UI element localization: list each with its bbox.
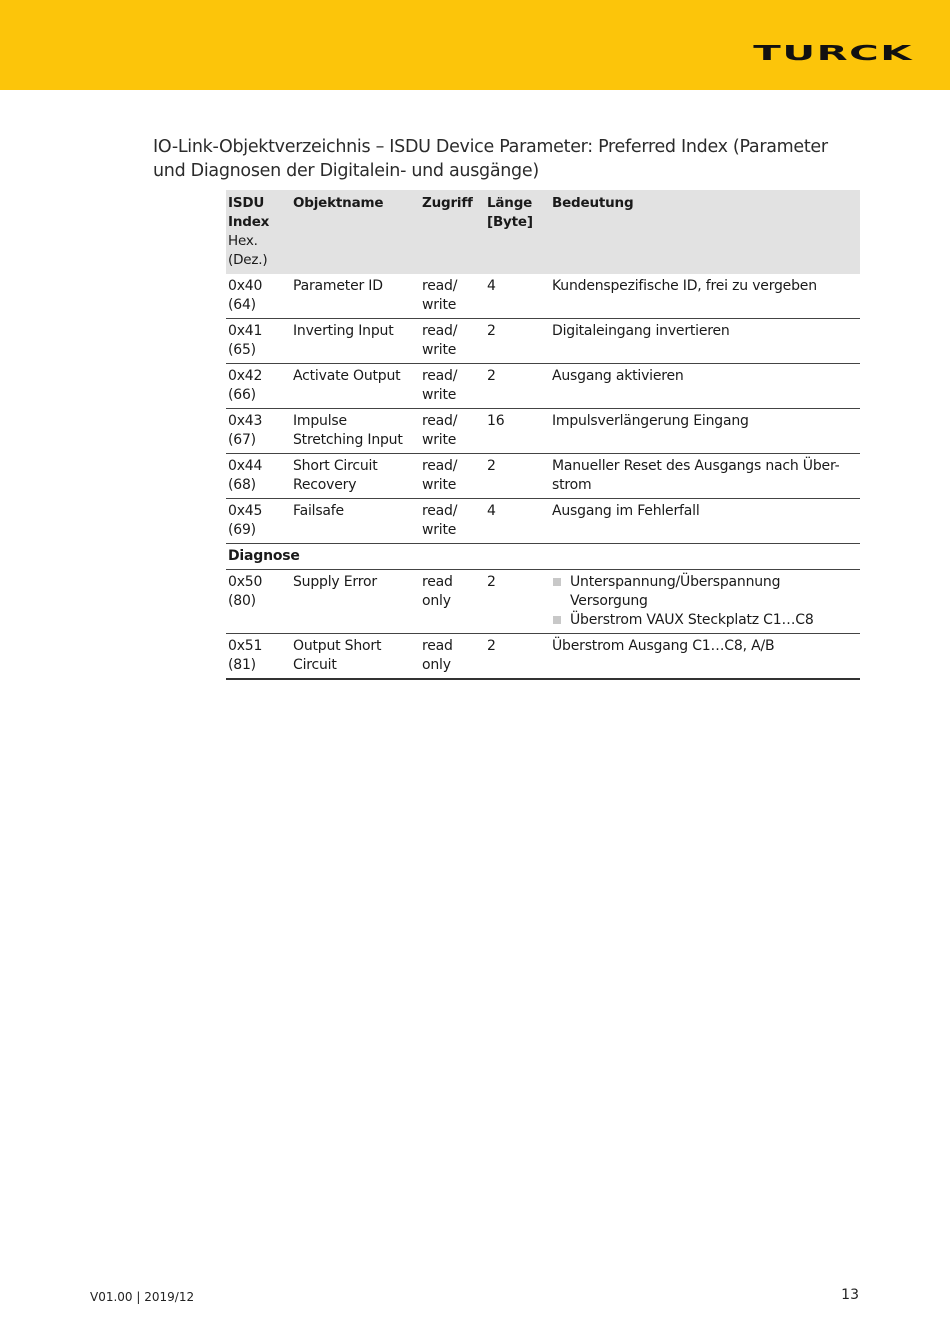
- object-name-cell: Impulse Stretching Input: [291, 409, 420, 454]
- index-dec: (68): [228, 477, 256, 493]
- access-line-1: read/: [422, 368, 458, 384]
- header-bar: [0, 0, 950, 90]
- index-cell: [226, 409, 291, 454]
- object-name-cell: Inverting Input: [291, 319, 420, 364]
- header-access: Zugriff: [420, 190, 485, 274]
- index-cell: [226, 499, 291, 544]
- meaning-cell: Überstrom Ausgang C1…C8, A/B: [550, 634, 860, 680]
- table-row: [226, 364, 860, 409]
- access-line-1: read/: [422, 323, 458, 339]
- access-cell: [420, 454, 485, 499]
- index-hex: 0x51: [228, 638, 263, 654]
- access-line-1: read: [422, 574, 453, 590]
- meaning-cell: Impulsverlängerung Eingang: [550, 409, 860, 454]
- header-meaning: Bedeutung: [550, 190, 860, 274]
- header-byte-label: [Byte]: [487, 214, 533, 230]
- index-dec: (81): [228, 657, 256, 673]
- object-name-cell: Output Short Circuit: [291, 634, 420, 680]
- index-hex: 0x44: [228, 458, 263, 474]
- header-isdu-index: [226, 190, 291, 274]
- index-hex: 0x43: [228, 413, 263, 429]
- header-hex-label: Hex.: [228, 233, 258, 249]
- page-number: 13: [841, 1287, 859, 1303]
- access-line-2: write: [422, 432, 457, 448]
- index-cell: [226, 274, 291, 319]
- access-cell: [420, 319, 485, 364]
- turck-logo: TURCK: [753, 42, 913, 66]
- index-cell: [226, 570, 291, 634]
- bullet-text: Überstrom VAUX Steckplatz C1…C8: [570, 612, 814, 628]
- length-cell: 4: [485, 499, 550, 544]
- bullet-item: [552, 611, 857, 630]
- index-dec: (67): [228, 432, 256, 448]
- object-name-cell: Supply Error: [291, 570, 420, 634]
- length-cell: 4: [485, 274, 550, 319]
- object-name-cell: Activate Output: [291, 364, 420, 409]
- index-dec: (65): [228, 342, 256, 358]
- index-hex: 0x50: [228, 574, 263, 590]
- meaning-cell: [550, 570, 860, 634]
- isdu-parameter-table: [226, 190, 860, 680]
- header-length: [485, 190, 550, 274]
- table-row: [226, 634, 860, 680]
- table-row: [226, 409, 860, 454]
- section-title: IO-Link-Objektverzeichnis – ISDU Device Parameter: Preferred Index (Parameter und Diagnosen der Digitalein- und ausgänge): [153, 137, 828, 181]
- access-line-2: write: [422, 387, 457, 403]
- index-hex: 0x42: [228, 368, 263, 384]
- index-cell: [226, 634, 291, 680]
- bullet-text: Unterspannung/Überspannung Versorgung: [570, 574, 781, 609]
- header-dec-label: (Dez.): [228, 252, 268, 268]
- header-length-label: Länge: [487, 195, 533, 211]
- index-dec: (66): [228, 387, 256, 403]
- access-line-1: read: [422, 638, 453, 654]
- table-header-row: [226, 190, 860, 274]
- access-line-2: write: [422, 342, 457, 358]
- header-isdu-label: ISDU: [228, 195, 265, 211]
- length-cell: 2: [485, 319, 550, 364]
- access-cell: [420, 364, 485, 409]
- access-line-2: only: [422, 657, 451, 673]
- table-row: [226, 319, 860, 364]
- table-row: [226, 454, 860, 499]
- section-label-diagnose: Diagnose: [226, 544, 860, 570]
- access-line-2: write: [422, 477, 457, 493]
- object-name-cell: Failsafe: [291, 499, 420, 544]
- length-cell: 2: [485, 454, 550, 499]
- meaning-cell: Manueller Reset des Ausgangs nach Über-strom: [550, 454, 860, 499]
- index-dec: (64): [228, 297, 256, 313]
- meaning-cell: Ausgang aktivieren: [550, 364, 860, 409]
- access-line-1: read/: [422, 503, 458, 519]
- table-row: [226, 274, 860, 319]
- square-bullet-icon: [553, 578, 561, 586]
- meaning-cell: Digitaleingang invertieren: [550, 319, 860, 364]
- bullet-item: [552, 573, 857, 611]
- access-line-1: read/: [422, 278, 458, 294]
- length-cell: 2: [485, 634, 550, 680]
- index-hex: 0x40: [228, 278, 263, 294]
- length-cell: 16: [485, 409, 550, 454]
- access-cell: [420, 274, 485, 319]
- index-hex: 0x41: [228, 323, 263, 339]
- index-cell: [226, 364, 291, 409]
- header-object-name: Objektname: [291, 190, 420, 274]
- access-cell: [420, 409, 485, 454]
- index-cell: [226, 319, 291, 364]
- section-row: [226, 544, 860, 570]
- access-cell: [420, 570, 485, 634]
- access-line-2: write: [422, 297, 457, 313]
- index-dec: (80): [228, 593, 256, 609]
- length-cell: 2: [485, 364, 550, 409]
- access-line-2: only: [422, 593, 451, 609]
- access-cell: [420, 634, 485, 680]
- length-cell: 2: [485, 570, 550, 634]
- access-line-2: write: [422, 522, 457, 538]
- access-line-1: read/: [422, 413, 458, 429]
- meaning-cell: Ausgang im Fehlerfall: [550, 499, 860, 544]
- table-row: [226, 570, 860, 634]
- footer-version: V01.00 | 2019/12: [90, 1290, 195, 1304]
- access-cell: [420, 499, 485, 544]
- object-name-cell: Parameter ID: [291, 274, 420, 319]
- index-dec: (69): [228, 522, 256, 538]
- object-name-cell: Short Circuit Recovery: [291, 454, 420, 499]
- header-index-label: Index: [228, 214, 270, 230]
- square-bullet-icon: [553, 616, 561, 624]
- table-row: [226, 499, 860, 544]
- index-hex: 0x45: [228, 503, 263, 519]
- meaning-cell: Kundenspezifische ID, frei zu vergeben: [550, 274, 860, 319]
- access-line-1: read/: [422, 458, 458, 474]
- index-cell: [226, 454, 291, 499]
